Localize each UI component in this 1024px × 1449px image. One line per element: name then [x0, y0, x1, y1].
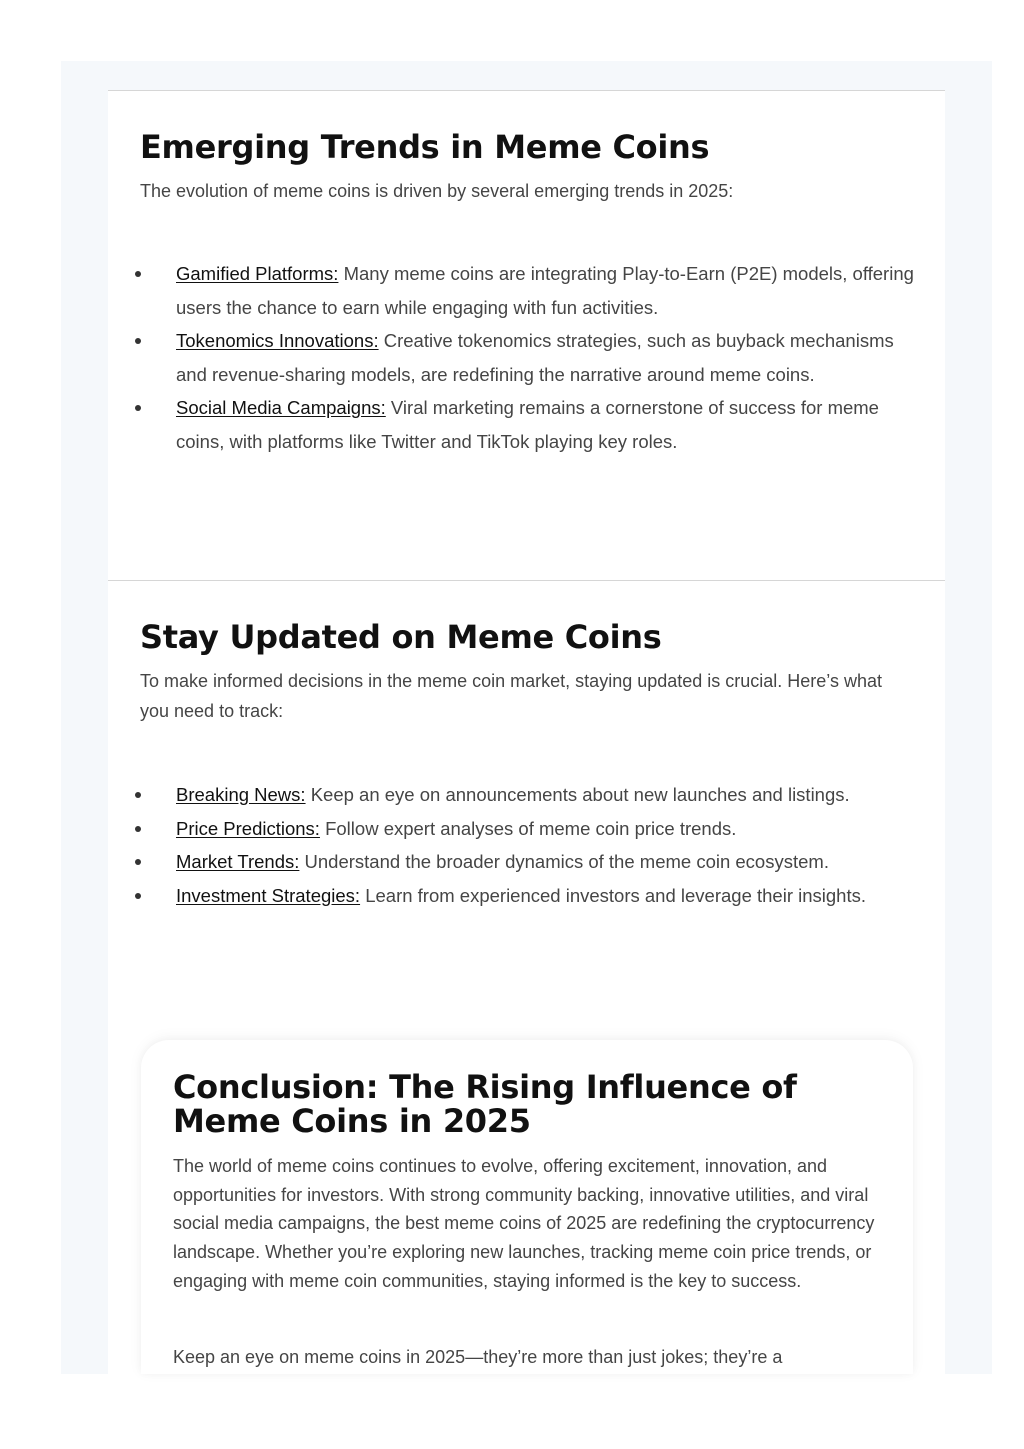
list-item — [158, 391, 918, 458]
item-text: Learn from experienced investors and leverage their insights. — [360, 884, 867, 906]
conclusion-paragraph: The world of meme coins continues to evolve, offering excitement, innovation, and opportunities for investors. With strong community backing, innovative utilities, and viral social media campaigns, the best meme coins of 2025 are redefining the cryptocurrency landscape. Whether you’re exploring new launches, tracking meme coin price trends, or engaging with meme coin communities, staying informed is the key to success. — [173, 1156, 875, 1291]
conclusion-paragraph: Keep an eye on meme coins in 2025—they’re more than just jokes; they’re a — [173, 1347, 783, 1367]
trends-list — [158, 257, 918, 458]
term-link[interactable]: Breaking News: — [176, 784, 306, 805]
list-item — [158, 257, 918, 324]
updates-list — [158, 778, 928, 912]
term-link[interactable]: Gamified Platforms: — [176, 263, 339, 284]
emerging-trends-section — [108, 90, 945, 581]
section-heading: Emerging Trends in Meme Coins — [140, 128, 710, 166]
term-link[interactable]: Investment Strategies: — [176, 884, 361, 906]
item-text: Many meme coins are integrating Play-to-Earn (P2E) models, offering users the chance to earn while engaging with fun activities. — [176, 263, 914, 318]
item-text: Viral marketing remains a cornerstone of success for meme coins, with platforms like Twitter and TikTok playing key roles. — [176, 397, 879, 452]
list-item — [158, 812, 928, 846]
conclusion-heading: Conclusion: The Rising Influence of Meme Coins in 2025 — [173, 1068, 797, 1140]
section-intro: To make informed decisions in the meme coin market, staying updated is crucial. Here’s what you need to track: — [140, 671, 883, 721]
conclusion-card — [141, 1040, 913, 1374]
list-item — [158, 778, 928, 812]
bullet-icon — [135, 859, 141, 865]
bullet-icon — [135, 893, 141, 899]
list-item — [158, 879, 928, 913]
item-text: Keep an eye on announcements about new launches and listings. — [305, 784, 850, 805]
bullet-icon — [135, 338, 141, 344]
item-text: Creative tokenomics strategies, such as buyback mechanisms and revenue-sharing models, are redefining the narrative around meme coins. — [176, 330, 894, 385]
item-text: Understand the broader dynamics of the meme coin ecosystem. — [299, 851, 829, 872]
term-link[interactable]: Social Media Campaigns: — [176, 397, 386, 418]
bullet-icon — [135, 405, 141, 411]
term-link[interactable]: Price Predictions: — [176, 817, 320, 839]
bullet-icon — [135, 826, 141, 832]
term-link[interactable]: Tokenomics Innovations: — [176, 330, 379, 351]
bullet-icon — [135, 792, 141, 798]
list-item — [158, 324, 918, 391]
stay-updated-section — [108, 580, 945, 956]
section-intro: The evolution of meme coins is driven by several emerging trends in 2025: — [140, 181, 734, 201]
list-item — [158, 845, 928, 879]
section-heading: Stay Updated on Meme Coins — [140, 618, 662, 656]
bullet-icon — [135, 271, 141, 277]
item-text: Follow expert analyses of meme coin price trends. — [319, 817, 737, 839]
term-link[interactable]: Market Trends: — [176, 851, 300, 872]
